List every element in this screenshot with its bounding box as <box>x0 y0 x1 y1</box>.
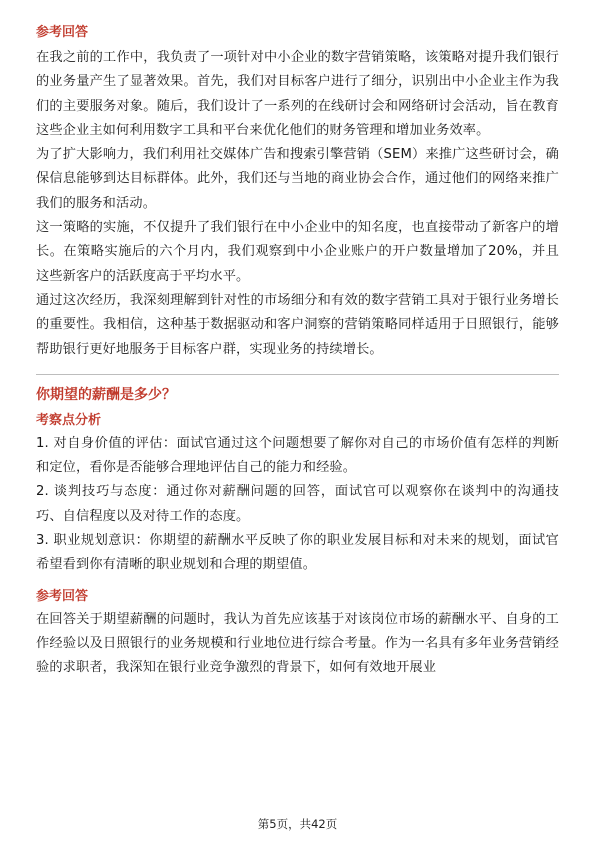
answer-paragraph: 在我之前的工作中，我负责了一项针对中小企业的数字营销策略，该策略对提升我们银行的业务量产生了显著效果。首先，我们对目标客户进行了细分，识别出中小企业主作为我们的主要服务对象。随后，我们设计了一系列的在线研讨会和网络研讨会活动，旨在教育这些企业主如何利用数字工具和平台来优化他们的财务管理和增加业务效率。 <box>36 50 559 138</box>
answer-paragraph: 这一策略的实施，不仅提升了我们银行在中小企业中的知名度，也直接带动了新客户的增长。在策略实施后的六个月内，我们观察到中小企业账户的开户数量增加了20%，并且这些新客户的活跃度高于平均水平。 <box>36 220 559 284</box>
answer-heading-2: 参考回答 <box>36 588 89 604</box>
page-content <box>36 22 559 681</box>
answer-paragraph: 在回答关于期望薪酬的问题时，我认为首先应该基于对该岗位市场的薪酬水平、自身的工作经验以及日照银行的业务规模和行业地位进行综合考量。作为一名具有多年业务营销经验的求职者，我深知在银行业竞争激烈的背景下，如何有效地开展业 <box>36 611 559 676</box>
question-title: 你期望的薪酬是多少？ <box>36 386 176 403</box>
analysis-heading: 考察点分析 <box>36 412 102 428</box>
analysis-item: 1. 对自身价值的评估：面试官通过这个问题想要了解你对自己的市场价值有怎样的判断和定位，看你是否能够合理地评估自己的能力和经验。 <box>36 435 559 476</box>
answer-paragraph: 为了扩大影响力，我们利用社交媒体广告和搜索引擎营销（SEM）来推广这些研讨会，确保信息能够到达目标群体。此外，我们还与当地的商业协会合作，通过他们的网络来推广我们的服务和活动。 <box>36 147 559 211</box>
answer-heading-1: 参考回答 <box>36 25 89 40</box>
analysis-item: 2. 谈判技巧与态度：通过你对薪酬问题的回答，面试官可以观察你在谈判中的沟通技巧、自信程度以及对待工作的态度。 <box>36 484 559 524</box>
analysis-item: 3. 职业规划意识：你期望的薪酬水平反映了你的职业发展目标和对未来的规划，面试官希望看到你有清晰的职业规划和合理的期望值。 <box>36 533 559 573</box>
answer-paragraph: 通过这次经历，我深刻理解到针对性的市场细分和有效的数字营销工具对于银行业务增长的重要性。我相信，这种基于数据驱动和客户洞察的营销策略同样适用于日照银行，能够帮助银行更好地服务于目标客户群，实现业务的持续增长。 <box>36 292 559 357</box>
page-number: 第5页，共42页 <box>257 817 338 831</box>
section-divider <box>36 374 559 375</box>
